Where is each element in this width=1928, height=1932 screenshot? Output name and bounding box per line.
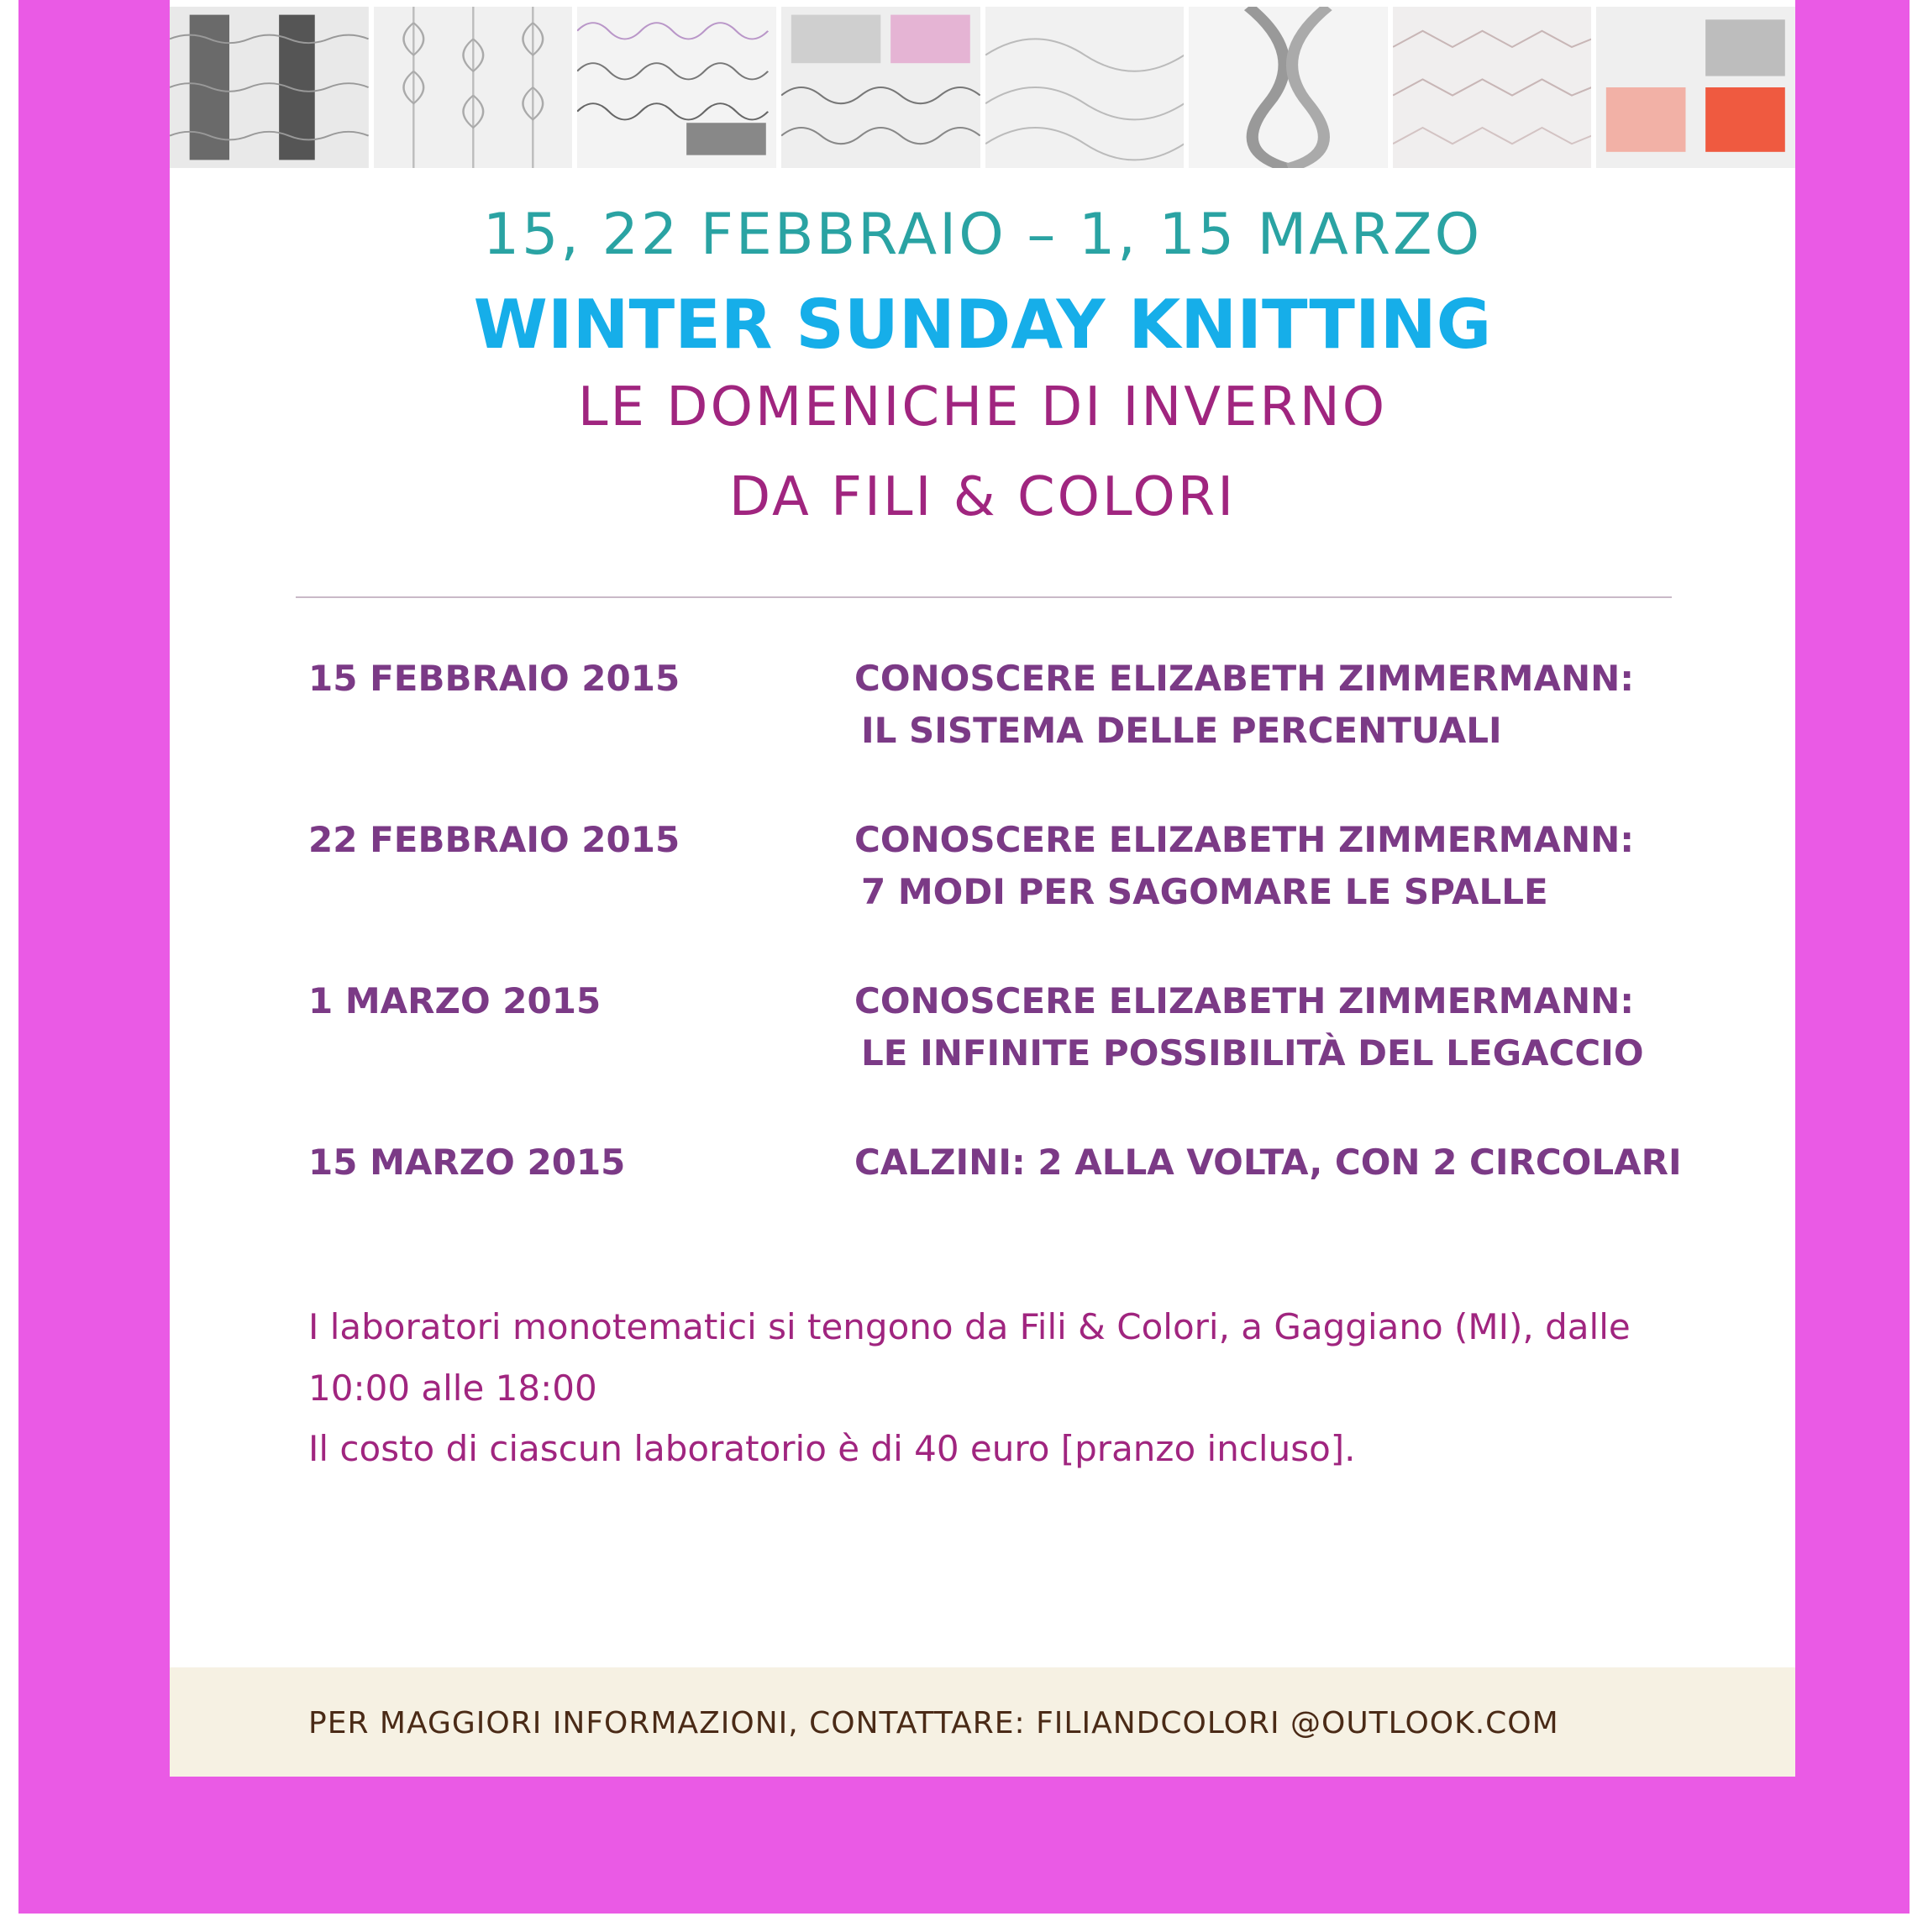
- swatch-image: [985, 7, 1185, 168]
- swatch-image: [781, 7, 980, 168]
- footer-bar: [170, 1667, 1795, 1777]
- knitting-swatch-strip: [170, 0, 1795, 168]
- schedule-title: CALZINI: 2 ALLA VOLTA, CON 2 CIRCOLARI: [854, 1142, 1682, 1183]
- info-hours: 10:00 alle 18:00: [308, 1368, 597, 1409]
- schedule-title: CONOSCERE ELIZABETH ZIMMERMANN:: [854, 819, 1635, 860]
- schedule-date: 15 FEBBRAIO 2015: [308, 658, 680, 699]
- schedule-subtitle: IL SISTEMA DELLE PERCENTUALI: [861, 710, 1502, 751]
- event-title: WINTER SUNDAY KNITTING: [473, 286, 1492, 364]
- swatch-image: [374, 7, 573, 168]
- event-dates-heading: 15, 22 FEBBRAIO – 1, 15 MARZO: [482, 202, 1483, 268]
- swatch-image: [170, 7, 369, 168]
- page-frame: [18, 0, 1910, 1914]
- schedule-subtitle: 7 MODI PER SAGOMARE LE SPALLE: [861, 871, 1548, 912]
- schedule-title: CONOSCERE ELIZABETH ZIMMERMANN:: [854, 980, 1635, 1021]
- swatch-image: [1189, 7, 1388, 168]
- schedule-date: 15 MARZO 2015: [308, 1142, 626, 1183]
- schedule-date: 1 MARZO 2015: [308, 980, 602, 1021]
- event-subtitle-line1: LE DOMENICHE DI INVERNO: [577, 376, 1388, 438]
- schedule-title: CONOSCERE ELIZABETH ZIMMERMANN:: [854, 658, 1635, 699]
- event-subtitle-line2: DA FILI & COLORI: [728, 466, 1237, 528]
- contact-info: PER MAGGIORI INFORMAZIONI, CONTATTARE: FILIANDCOLORI @OUTLOOK.COM: [308, 1706, 1559, 1740]
- flyer-card: [170, 0, 1795, 1777]
- swatch-image: [1596, 7, 1795, 168]
- schedule-date: 22 FEBBRAIO 2015: [308, 819, 680, 860]
- info-location: I laboratori monotematici si tengono da Fili & Colori, a Gaggiano (MI), dalle: [308, 1306, 1631, 1347]
- swatch-image: [577, 7, 776, 168]
- schedule-subtitle: LE INFINITE POSSIBILITÀ DEL LEGACCIO: [861, 1032, 1644, 1074]
- swatch-image: [1393, 7, 1592, 168]
- section-divider: [296, 596, 1672, 598]
- info-cost: Il costo di ciascun laboratorio è di 40 euro [pranzo incluso].: [308, 1428, 1356, 1469]
